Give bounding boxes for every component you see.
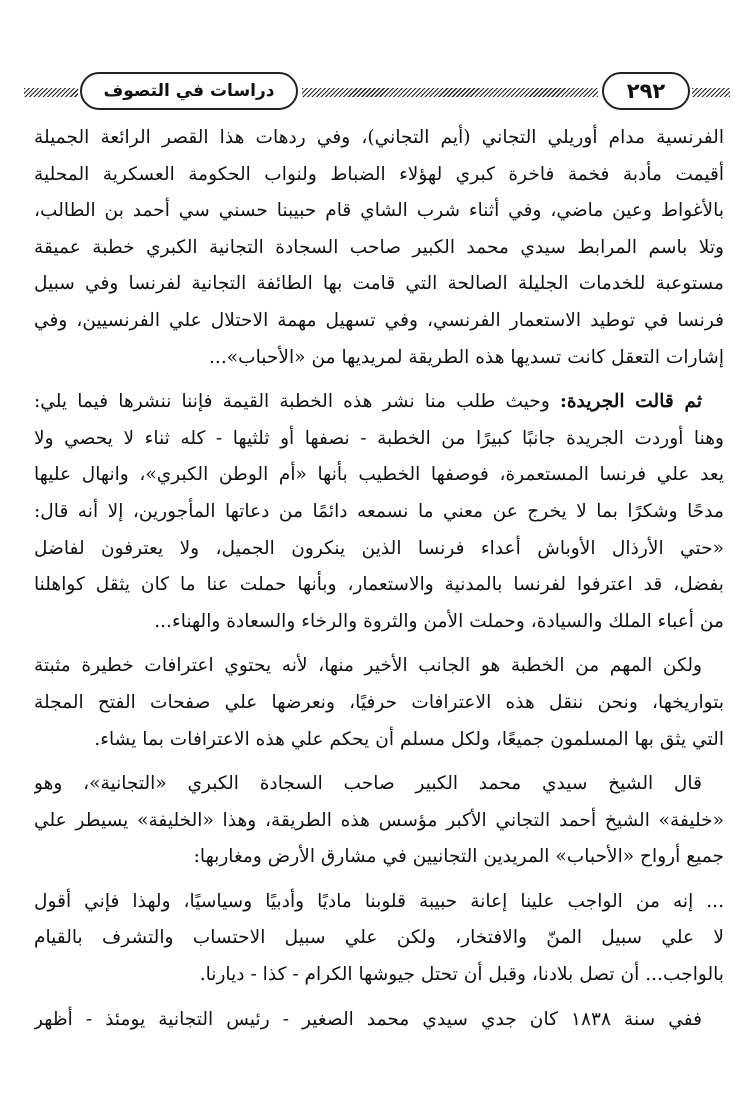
text-line: لا علي سبيل المنّ والافتخار، ولكن علي سبيل الاحتساب والتشرف بالقيام: [34, 927, 724, 949]
text-line: «خليفة» الشيخ أحمد التجاني الأكبر مؤسس هذه الطريقة، وهذا «الخليفة» يسيطر علي: [34, 809, 724, 831]
text-line: ... إنه من الواجب علينا إعانة حبيبة قلوبنا ماديًا وأدبيًا وسياسيًا، ولهذا فإني أقول: [34, 890, 724, 912]
paragraph: [34, 384, 724, 640]
text-line: يعد علي فرنسا المستعمرة، فوصفها الخطيب بأنها «أم الوطن الكبري»، وانهال عليها: [34, 464, 724, 486]
page-header: [24, 72, 730, 116]
text-line: بالأغواط وعين ماضي، وفي أثناء شرب الشاي قام حبيبنا حسني سي أحمد بن الطالب،: [34, 200, 724, 222]
text-line: [34, 384, 724, 421]
text-line: قال الشيخ سيدي محمد الكبير صاحب السجادة الكبري «التجانية»، وهو: [34, 773, 702, 795]
text-line: «حتي الأرذال الأوباش أعداء فرنسا الذين ينكرون الجميل، ولا يعترفون لفاضل: [34, 537, 724, 559]
text-run: وحيث طلب منا نشر هذه الخطبة القيمة فإننا ننشرها فيما يلي:: [34, 391, 560, 413]
text-line: ففي سنة ١٨٣٨ كان جدي سيدي محمد الصغير - رئيس التجانية يومئذ - أظهر: [34, 1008, 702, 1030]
text-line: إشارات التعقل كانت تسديها هذه الطريقة لمريديها من «الأحباب»...: [209, 346, 724, 368]
paragraph: [34, 766, 724, 876]
page-number: ٢٩٢: [626, 79, 666, 103]
text-line: التي يثق بها المسلمون جميعًا، ولكل مسلم أن يحكم علي هذه الاعترافات بما يشاء.: [94, 728, 724, 750]
text-line: بتواريخها، ونحن ننقل هذه الاعترافات حرفيًا، ونعرضها علي صفحات الفتح المجلة: [34, 691, 724, 713]
running-title: [80, 72, 298, 110]
header-ornament-middle: [302, 88, 598, 97]
page-number-badge: [602, 72, 690, 110]
text-line: من أعباء الملك والسيادة، وحملت الأمن والثروة والرخاء والسعادة والهناء...: [154, 610, 724, 632]
text-line: الفرنسية مدام أوريلي التجاني (أيم التجاني)، وفي ردهات هذا القصر الرائعة الجميلة: [34, 127, 724, 148]
body-text: [34, 120, 724, 1038]
paragraph: [34, 1002, 724, 1039]
text-line: بفضل، قد اعترفوا لفرنسا بالمدنية والاستعمار، وبأنها حملت عنا ما كان يثقل كواهلنا: [34, 574, 724, 596]
paragraph: [34, 648, 724, 758]
text-line: فرنسا في توطيد الاستعمار الفرنسي، وفي تسهيل مهمة الاحتلال علي الفرنسيين، وفي: [34, 309, 724, 331]
header-ornament-left: [24, 88, 78, 97]
text-line: ولكن المهم من الخطبة هو الجانب الأخير منها، لأنه يحتوي اعترافات خطيرة مثبتة: [34, 655, 702, 677]
paragraph: [34, 884, 724, 994]
text-line: مدحًا وشكرًا بما لا يخرج عن معني ما نسمعه دائمًا من دعاتها المأجورين، إلا أنه قال:: [34, 500, 724, 522]
paragraph-lead: ثم قالت الجريدة:: [559, 391, 703, 413]
text-line: مستوعبة للخدمات الجليلة الصالحة التي قامت بها الطائفة التجانية لفرنسا وفي سبيل: [34, 273, 724, 295]
text-line: بالواجب... أن تصل بلادنا، وقبل أن تحتل جيوشها الكرام - كذا - ديارنا.: [199, 964, 724, 986]
text-line: وهنا أوردت الجريدة جانبًا كبيرًا من الخطبة - نصفها أو ثلثيها - كله ثناء لا يحصي ولا: [34, 427, 724, 449]
text-line: وتلا باسم المرابط سيدي محمد الكبير صاحب السجادة التجانية الكبري خطبة عميقة: [34, 236, 724, 258]
running-title-text: دراسات في التصوف: [103, 81, 275, 101]
paragraph: [34, 120, 724, 376]
header-ornament-right: [692, 88, 730, 97]
text-line: جميع أرواح «الأحباب» المريدين التجانيين في مشارق الأرض ومغاربها:: [193, 846, 724, 868]
text-line: أقيمت مأدبة فخمة فاخرة كبري لهؤلاء الضباط ولنواب الحكومة العسكرية المحلية: [34, 163, 724, 185]
